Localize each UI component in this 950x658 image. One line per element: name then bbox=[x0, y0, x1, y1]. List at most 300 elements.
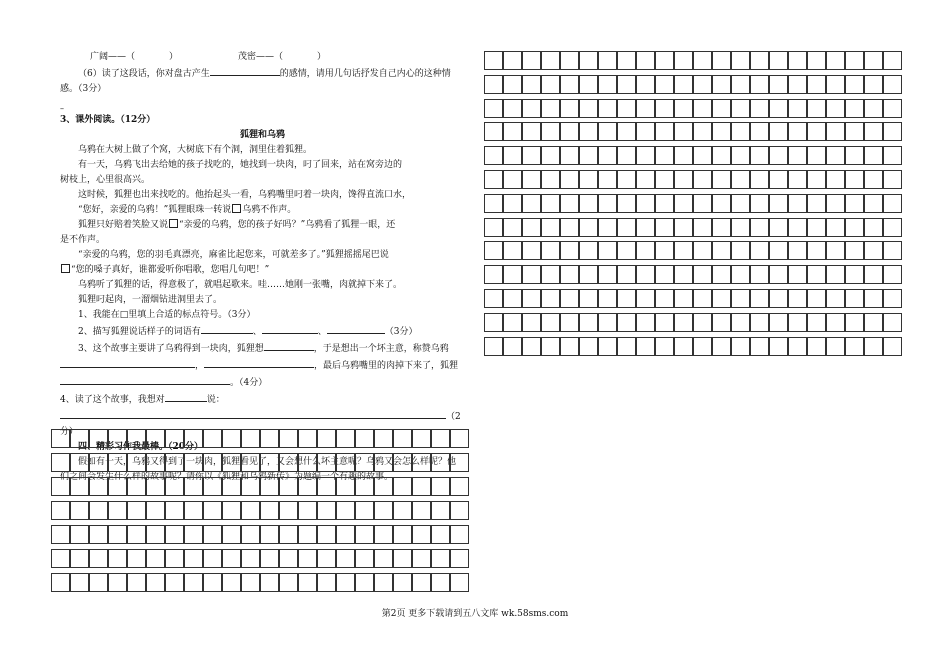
grid-cell[interactable] bbox=[146, 549, 165, 568]
grid-cell[interactable] bbox=[731, 241, 750, 260]
grid-cell[interactable] bbox=[788, 99, 807, 118]
grid-cell[interactable] bbox=[674, 265, 693, 284]
grid-cell[interactable] bbox=[788, 51, 807, 70]
grid-cell[interactable] bbox=[503, 313, 522, 332]
grid-cell[interactable] bbox=[298, 477, 317, 496]
grid-cell[interactable] bbox=[317, 453, 336, 472]
grid-cell[interactable] bbox=[260, 453, 279, 472]
grid-cell[interactable] bbox=[522, 146, 541, 165]
grid-cell[interactable] bbox=[807, 146, 826, 165]
grid-cell[interactable] bbox=[374, 453, 393, 472]
grid-cell[interactable] bbox=[503, 170, 522, 189]
grid-cell[interactable] bbox=[298, 573, 317, 592]
grid-cell[interactable] bbox=[541, 218, 560, 237]
grid-cell[interactable] bbox=[769, 337, 788, 356]
grid-cell[interactable] bbox=[522, 170, 541, 189]
grid-cell[interactable] bbox=[826, 99, 845, 118]
grid-cell[interactable] bbox=[393, 525, 412, 544]
grid-cell[interactable] bbox=[51, 501, 70, 520]
grid-cell[interactable] bbox=[317, 549, 336, 568]
grid-cell[interactable] bbox=[51, 525, 70, 544]
grid-cell[interactable] bbox=[655, 218, 674, 237]
grid-cell[interactable] bbox=[883, 122, 902, 141]
grid-cell[interactable] bbox=[807, 313, 826, 332]
grid-cell[interactable] bbox=[89, 501, 108, 520]
grid-cell[interactable] bbox=[598, 194, 617, 213]
grid-cell[interactable] bbox=[127, 429, 146, 448]
grid-cell[interactable] bbox=[655, 241, 674, 260]
grid-cell[interactable] bbox=[655, 289, 674, 308]
answer-blank[interactable] bbox=[262, 323, 318, 334]
answer-blank[interactable] bbox=[264, 340, 314, 351]
grid-cell[interactable] bbox=[203, 477, 222, 496]
grid-cell[interactable] bbox=[788, 337, 807, 356]
grid-cell[interactable] bbox=[826, 313, 845, 332]
answer-blank[interactable] bbox=[210, 65, 280, 76]
grid-cell[interactable] bbox=[431, 501, 450, 520]
grid-cell[interactable] bbox=[127, 453, 146, 472]
grid-cell[interactable] bbox=[693, 146, 712, 165]
grid-cell[interactable] bbox=[503, 146, 522, 165]
grid-cell[interactable] bbox=[355, 477, 374, 496]
grid-cell[interactable] bbox=[146, 525, 165, 544]
grid-cell[interactable] bbox=[127, 549, 146, 568]
grid-cell[interactable] bbox=[484, 241, 503, 260]
grid-cell[interactable] bbox=[731, 146, 750, 165]
grid-cell[interactable] bbox=[393, 501, 412, 520]
answer-blank[interactable] bbox=[204, 357, 314, 368]
grid-cell[interactable] bbox=[845, 51, 864, 70]
grid-cell[interactable] bbox=[279, 525, 298, 544]
grid-cell[interactable] bbox=[108, 549, 127, 568]
grid-cell[interactable] bbox=[845, 99, 864, 118]
grid-cell[interactable] bbox=[712, 99, 731, 118]
grid-cell[interactable] bbox=[222, 549, 241, 568]
grid-cell[interactable] bbox=[503, 99, 522, 118]
grid-cell[interactable] bbox=[412, 549, 431, 568]
grid-cell[interactable] bbox=[788, 313, 807, 332]
grid-cell[interactable] bbox=[807, 218, 826, 237]
grid-cell[interactable] bbox=[70, 525, 89, 544]
grid-cell[interactable] bbox=[864, 51, 883, 70]
grid-cell[interactable] bbox=[845, 241, 864, 260]
grid-cell[interactable] bbox=[845, 313, 864, 332]
grid-cell[interactable] bbox=[503, 218, 522, 237]
grid-cell[interactable] bbox=[674, 218, 693, 237]
grid-cell[interactable] bbox=[70, 549, 89, 568]
grid-cell[interactable] bbox=[883, 218, 902, 237]
grid-cell[interactable] bbox=[655, 146, 674, 165]
grid-cell[interactable] bbox=[598, 337, 617, 356]
grid-cell[interactable] bbox=[769, 122, 788, 141]
grid-cell[interactable] bbox=[484, 218, 503, 237]
grid-cell[interactable] bbox=[826, 122, 845, 141]
grid-cell[interactable] bbox=[431, 525, 450, 544]
answer-line[interactable] bbox=[60, 408, 446, 419]
grid-cell[interactable] bbox=[336, 429, 355, 448]
grid-cell[interactable] bbox=[769, 170, 788, 189]
grid-cell[interactable] bbox=[317, 477, 336, 496]
grid-cell[interactable] bbox=[393, 477, 412, 496]
grid-cell[interactable] bbox=[541, 51, 560, 70]
grid-cell[interactable] bbox=[845, 218, 864, 237]
grid-cell[interactable] bbox=[769, 265, 788, 284]
grid-cell[interactable] bbox=[522, 241, 541, 260]
grid-cell[interactable] bbox=[146, 453, 165, 472]
grid-cell[interactable] bbox=[412, 477, 431, 496]
grid-cell[interactable] bbox=[788, 289, 807, 308]
grid-cell[interactable] bbox=[450, 429, 469, 448]
grid-cell[interactable] bbox=[260, 549, 279, 568]
grid-cell[interactable] bbox=[769, 218, 788, 237]
grid-cell[interactable] bbox=[279, 549, 298, 568]
grid-cell[interactable] bbox=[750, 99, 769, 118]
grid-cell[interactable] bbox=[260, 477, 279, 496]
grid-cell[interactable] bbox=[693, 194, 712, 213]
grid-cell[interactable] bbox=[108, 477, 127, 496]
grid-cell[interactable] bbox=[431, 453, 450, 472]
grid-cell[interactable] bbox=[636, 170, 655, 189]
grid-cell[interactable] bbox=[279, 453, 298, 472]
grid-cell[interactable] bbox=[203, 549, 222, 568]
grid-cell[interactable] bbox=[693, 313, 712, 332]
grid-cell[interactable] bbox=[750, 194, 769, 213]
grid-cell[interactable] bbox=[298, 453, 317, 472]
grid-cell[interactable] bbox=[674, 51, 693, 70]
grid-cell[interactable] bbox=[598, 122, 617, 141]
grid-cell[interactable] bbox=[165, 525, 184, 544]
grid-cell[interactable] bbox=[731, 265, 750, 284]
grid-cell[interactable] bbox=[845, 289, 864, 308]
grid-cell[interactable] bbox=[845, 194, 864, 213]
grid-cell[interactable] bbox=[203, 573, 222, 592]
grid-cell[interactable] bbox=[769, 75, 788, 94]
grid-cell[interactable] bbox=[883, 75, 902, 94]
grid-cell[interactable] bbox=[127, 501, 146, 520]
grid-cell[interactable] bbox=[636, 75, 655, 94]
grid-cell[interactable] bbox=[807, 51, 826, 70]
grid-cell[interactable] bbox=[51, 453, 70, 472]
grid-cell[interactable] bbox=[864, 313, 883, 332]
grid-cell[interactable] bbox=[579, 51, 598, 70]
grid-cell[interactable] bbox=[769, 51, 788, 70]
grid-cell[interactable] bbox=[617, 194, 636, 213]
grid-cell[interactable] bbox=[845, 170, 864, 189]
grid-cell[interactable] bbox=[450, 549, 469, 568]
grid-cell[interactable] bbox=[298, 525, 317, 544]
grid-cell[interactable] bbox=[788, 75, 807, 94]
grid-cell[interactable] bbox=[241, 525, 260, 544]
grid-cell[interactable] bbox=[560, 122, 579, 141]
grid-cell[interactable] bbox=[165, 477, 184, 496]
grid-cell[interactable] bbox=[655, 265, 674, 284]
grid-cell[interactable] bbox=[541, 75, 560, 94]
grid-cell[interactable] bbox=[503, 51, 522, 70]
grid-cell[interactable] bbox=[712, 51, 731, 70]
grid-cell[interactable] bbox=[355, 429, 374, 448]
grid-cell[interactable] bbox=[222, 501, 241, 520]
grid-cell[interactable] bbox=[503, 337, 522, 356]
grid-cell[interactable] bbox=[412, 453, 431, 472]
grid-cell[interactable] bbox=[222, 429, 241, 448]
grid-cell[interactable] bbox=[184, 453, 203, 472]
grid-cell[interactable] bbox=[279, 429, 298, 448]
grid-cell[interactable] bbox=[298, 429, 317, 448]
grid-cell[interactable] bbox=[598, 218, 617, 237]
grid-cell[interactable] bbox=[484, 265, 503, 284]
grid-cell[interactable] bbox=[807, 99, 826, 118]
grid-cell[interactable] bbox=[203, 525, 222, 544]
grid-cell[interactable] bbox=[579, 194, 598, 213]
grid-cell[interactable] bbox=[279, 573, 298, 592]
grid-cell[interactable] bbox=[450, 453, 469, 472]
grid-cell[interactable] bbox=[260, 525, 279, 544]
grid-cell[interactable] bbox=[108, 573, 127, 592]
grid-cell[interactable] bbox=[750, 75, 769, 94]
grid-cell[interactable] bbox=[750, 146, 769, 165]
grid-cell[interactable] bbox=[393, 429, 412, 448]
grid-cell[interactable] bbox=[484, 99, 503, 118]
grid-cell[interactable] bbox=[617, 51, 636, 70]
grid-cell[interactable] bbox=[788, 265, 807, 284]
grid-cell[interactable] bbox=[522, 218, 541, 237]
grid-cell[interactable] bbox=[108, 501, 127, 520]
grid-cell[interactable] bbox=[617, 337, 636, 356]
grid-cell[interactable] bbox=[89, 453, 108, 472]
grid-cell[interactable] bbox=[864, 337, 883, 356]
grid-cell[interactable] bbox=[826, 194, 845, 213]
grid-cell[interactable] bbox=[864, 99, 883, 118]
grid-cell[interactable] bbox=[70, 501, 89, 520]
grid-cell[interactable] bbox=[89, 477, 108, 496]
grid-cell[interactable] bbox=[51, 429, 70, 448]
grid-cell[interactable] bbox=[70, 573, 89, 592]
grid-cell[interactable] bbox=[241, 549, 260, 568]
grid-cell[interactable] bbox=[864, 75, 883, 94]
grid-cell[interactable] bbox=[731, 337, 750, 356]
grid-cell[interactable] bbox=[617, 146, 636, 165]
grid-cell[interactable] bbox=[431, 573, 450, 592]
grid-cell[interactable] bbox=[845, 337, 864, 356]
grid-cell[interactable] bbox=[826, 170, 845, 189]
grid-cell[interactable] bbox=[674, 75, 693, 94]
grid-cell[interactable] bbox=[712, 122, 731, 141]
grid-cell[interactable] bbox=[617, 218, 636, 237]
grid-cell[interactable] bbox=[222, 525, 241, 544]
grid-cell[interactable] bbox=[279, 501, 298, 520]
grid-cell[interactable] bbox=[674, 337, 693, 356]
grid-cell[interactable] bbox=[541, 289, 560, 308]
punctuation-box[interactable] bbox=[169, 219, 178, 228]
answer-blank[interactable] bbox=[60, 357, 195, 368]
grid-cell[interactable] bbox=[241, 453, 260, 472]
grid-cell[interactable] bbox=[674, 241, 693, 260]
grid-cell[interactable] bbox=[636, 99, 655, 118]
grid-cell[interactable] bbox=[598, 313, 617, 332]
grid-cell[interactable] bbox=[883, 146, 902, 165]
grid-cell[interactable] bbox=[598, 75, 617, 94]
grid-cell[interactable] bbox=[560, 170, 579, 189]
grid-cell[interactable] bbox=[864, 122, 883, 141]
answer-blank[interactable] bbox=[327, 323, 385, 334]
grid-cell[interactable] bbox=[165, 549, 184, 568]
grid-cell[interactable] bbox=[560, 313, 579, 332]
grid-cell[interactable] bbox=[731, 75, 750, 94]
grid-cell[interactable] bbox=[184, 501, 203, 520]
grid-cell[interactable] bbox=[241, 573, 260, 592]
grid-cell[interactable] bbox=[845, 122, 864, 141]
grid-cell[interactable] bbox=[636, 337, 655, 356]
grid-cell[interactable] bbox=[579, 337, 598, 356]
grid-cell[interactable] bbox=[522, 337, 541, 356]
grid-cell[interactable] bbox=[693, 337, 712, 356]
grid-cell[interactable] bbox=[522, 122, 541, 141]
grid-cell[interactable] bbox=[579, 146, 598, 165]
grid-cell[interactable] bbox=[355, 573, 374, 592]
grid-cell[interactable] bbox=[693, 289, 712, 308]
grid-cell[interactable] bbox=[845, 265, 864, 284]
grid-cell[interactable] bbox=[712, 313, 731, 332]
grid-cell[interactable] bbox=[807, 194, 826, 213]
grid-cell[interactable] bbox=[146, 501, 165, 520]
grid-cell[interactable] bbox=[560, 218, 579, 237]
grid-cell[interactable] bbox=[541, 337, 560, 356]
grid-cell[interactable] bbox=[826, 337, 845, 356]
grid-cell[interactable] bbox=[541, 146, 560, 165]
writing-grid-right[interactable] bbox=[485, 52, 903, 361]
grid-cell[interactable] bbox=[731, 289, 750, 308]
grid-cell[interactable] bbox=[541, 170, 560, 189]
grid-cell[interactable] bbox=[864, 194, 883, 213]
grid-cell[interactable] bbox=[693, 51, 712, 70]
grid-cell[interactable] bbox=[731, 194, 750, 213]
grid-cell[interactable] bbox=[522, 265, 541, 284]
grid-cell[interactable] bbox=[298, 549, 317, 568]
grid-cell[interactable] bbox=[788, 194, 807, 213]
grid-cell[interactable] bbox=[693, 99, 712, 118]
writing-grid-left[interactable] bbox=[52, 430, 470, 598]
grid-cell[interactable] bbox=[355, 501, 374, 520]
grid-cell[interactable] bbox=[241, 429, 260, 448]
grid-cell[interactable] bbox=[883, 265, 902, 284]
grid-cell[interactable] bbox=[788, 218, 807, 237]
grid-cell[interactable] bbox=[484, 51, 503, 70]
grid-cell[interactable] bbox=[769, 313, 788, 332]
grid-cell[interactable] bbox=[807, 122, 826, 141]
grid-cell[interactable] bbox=[864, 170, 883, 189]
grid-cell[interactable] bbox=[450, 525, 469, 544]
grid-cell[interactable] bbox=[598, 146, 617, 165]
grid-cell[interactable] bbox=[484, 194, 503, 213]
grid-cell[interactable] bbox=[503, 194, 522, 213]
grid-cell[interactable] bbox=[127, 573, 146, 592]
grid-cell[interactable] bbox=[184, 549, 203, 568]
grid-cell[interactable] bbox=[655, 122, 674, 141]
grid-cell[interactable] bbox=[750, 170, 769, 189]
grid-cell[interactable] bbox=[484, 122, 503, 141]
grid-cell[interactable] bbox=[560, 99, 579, 118]
grid-cell[interactable] bbox=[127, 477, 146, 496]
grid-cell[interactable] bbox=[412, 573, 431, 592]
grid-cell[interactable] bbox=[674, 170, 693, 189]
grid-cell[interactable] bbox=[712, 194, 731, 213]
grid-cell[interactable] bbox=[769, 241, 788, 260]
grid-cell[interactable] bbox=[693, 170, 712, 189]
grid-cell[interactable] bbox=[826, 241, 845, 260]
grid-cell[interactable] bbox=[541, 99, 560, 118]
grid-cell[interactable] bbox=[51, 573, 70, 592]
grid-cell[interactable] bbox=[826, 289, 845, 308]
grid-cell[interactable] bbox=[560, 194, 579, 213]
grid-cell[interactable] bbox=[655, 51, 674, 70]
grid-cell[interactable] bbox=[522, 75, 541, 94]
grid-cell[interactable] bbox=[883, 313, 902, 332]
grid-cell[interactable] bbox=[541, 194, 560, 213]
grid-cell[interactable] bbox=[431, 429, 450, 448]
grid-cell[interactable] bbox=[165, 573, 184, 592]
grid-cell[interactable] bbox=[655, 337, 674, 356]
grid-cell[interactable] bbox=[222, 573, 241, 592]
grid-cell[interactable] bbox=[636, 194, 655, 213]
grid-cell[interactable] bbox=[674, 289, 693, 308]
grid-cell[interactable] bbox=[279, 477, 298, 496]
grid-cell[interactable] bbox=[883, 51, 902, 70]
grid-cell[interactable] bbox=[598, 289, 617, 308]
grid-cell[interactable] bbox=[769, 99, 788, 118]
grid-cell[interactable] bbox=[579, 313, 598, 332]
grid-cell[interactable] bbox=[393, 453, 412, 472]
grid-cell[interactable] bbox=[636, 241, 655, 260]
grid-cell[interactable] bbox=[807, 289, 826, 308]
grid-cell[interactable] bbox=[108, 525, 127, 544]
grid-cell[interactable] bbox=[636, 218, 655, 237]
grid-cell[interactable] bbox=[598, 170, 617, 189]
grid-cell[interactable] bbox=[89, 573, 108, 592]
grid-cell[interactable] bbox=[89, 549, 108, 568]
grid-cell[interactable] bbox=[598, 99, 617, 118]
grid-cell[interactable] bbox=[146, 477, 165, 496]
grid-cell[interactable] bbox=[522, 289, 541, 308]
grid-cell[interactable] bbox=[560, 51, 579, 70]
grid-cell[interactable] bbox=[731, 122, 750, 141]
answer-blank[interactable] bbox=[60, 374, 230, 385]
grid-cell[interactable] bbox=[655, 75, 674, 94]
grid-cell[interactable] bbox=[712, 265, 731, 284]
grid-cell[interactable] bbox=[503, 122, 522, 141]
grid-cell[interactable] bbox=[617, 99, 636, 118]
grid-cell[interactable] bbox=[864, 146, 883, 165]
grid-cell[interactable] bbox=[864, 241, 883, 260]
grid-cell[interactable] bbox=[484, 75, 503, 94]
grid-cell[interactable] bbox=[617, 122, 636, 141]
grid-cell[interactable] bbox=[750, 122, 769, 141]
grid-cell[interactable] bbox=[336, 477, 355, 496]
grid-cell[interactable] bbox=[845, 146, 864, 165]
grid-cell[interactable] bbox=[184, 525, 203, 544]
grid-cell[interactable] bbox=[89, 429, 108, 448]
grid-cell[interactable] bbox=[165, 453, 184, 472]
grid-cell[interactable] bbox=[374, 501, 393, 520]
grid-cell[interactable] bbox=[655, 170, 674, 189]
grid-cell[interactable] bbox=[731, 99, 750, 118]
grid-cell[interactable] bbox=[617, 241, 636, 260]
grid-cell[interactable] bbox=[51, 477, 70, 496]
grid-cell[interactable] bbox=[788, 241, 807, 260]
grid-cell[interactable] bbox=[412, 501, 431, 520]
grid-cell[interactable] bbox=[541, 241, 560, 260]
grid-cell[interactable] bbox=[712, 241, 731, 260]
grid-cell[interactable] bbox=[450, 573, 469, 592]
